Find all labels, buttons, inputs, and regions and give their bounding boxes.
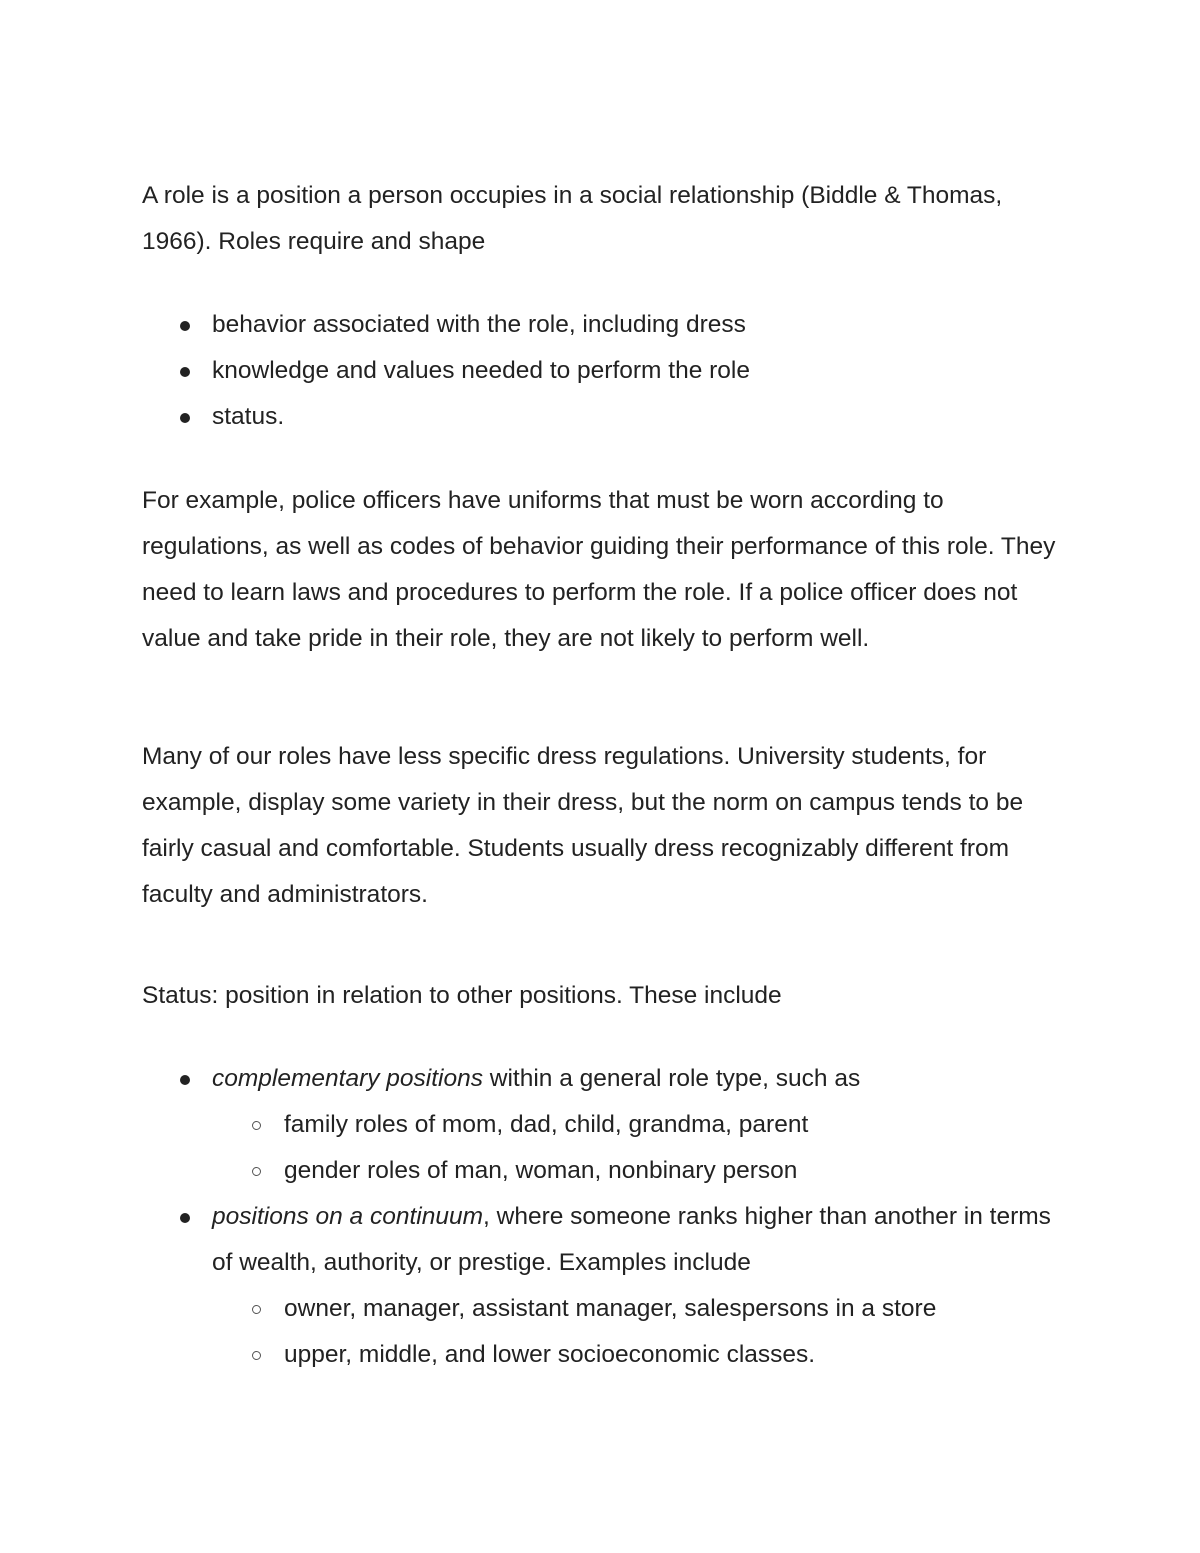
term-complementary-positions: complementary positions <box>212 1065 483 1092</box>
sub-list-item <box>212 1332 1072 1378</box>
term-positions-on-continuum: positions on a continuum <box>212 1203 484 1230</box>
sub-list <box>212 1102 1072 1194</box>
hollow-bullet-icon <box>252 1167 261 1176</box>
sub-list-item-text: gender roles of man, woman, nonbinary person <box>284 1157 798 1184</box>
bullet-icon <box>180 367 190 377</box>
list-item-text: knowledge and values needed to perform the role <box>212 357 750 384</box>
list-item <box>142 1056 1072 1194</box>
hollow-bullet-icon <box>252 1351 261 1360</box>
list-item-rest: , where someone ranks higher than another in terms of wealth, authority, or prestige. Examples include <box>212 1203 1051 1276</box>
status-types-list <box>142 1056 1072 1378</box>
bullet-icon <box>180 321 190 331</box>
list-item-text <box>212 1065 860 1092</box>
sub-list-item-text: upper, middle, and lower socioeconomic classes. <box>284 1341 816 1368</box>
intro-paragraph: A role is a position a person occupies in a social relationship (Biddle & Thomas, 1966). Roles require and shape <box>142 182 1003 255</box>
list-item <box>142 1194 1072 1378</box>
sub-list-item <box>212 1102 1072 1148</box>
list-item-text <box>212 1203 1051 1276</box>
list-item-text: behavior associated with the role, including dress <box>212 311 746 338</box>
hollow-bullet-icon <box>252 1305 261 1314</box>
sub-list-item <box>212 1148 1072 1194</box>
bullet-icon <box>180 413 190 423</box>
hollow-bullet-icon <box>252 1121 261 1130</box>
bullet-icon <box>180 1075 190 1085</box>
list-item <box>142 394 1072 440</box>
bullet-icon <box>180 1213 190 1223</box>
role-requirements-list <box>142 302 1072 440</box>
sub-list-item <box>212 1286 1072 1332</box>
students-example-paragraph: Many of our roles have less specific dress regulations. University students, for example, display some variety in their dress, but the norm on campus tends to be fairly casual and comfortable. Students usually dress recognizably different from faculty and administrators. <box>142 743 1024 908</box>
sub-list <box>212 1286 1072 1378</box>
list-item-text: status. <box>212 403 285 430</box>
list-item <box>142 302 1072 348</box>
police-example-paragraph: For example, police officers have uniforms that must be worn according to regulations, as well as codes of behavior guiding their performance of this role. They need to learn laws and procedures to perform the role. If a police officer does not value and take pride in their role, they are not likely to perform well. <box>142 487 1056 652</box>
status-paragraph: Status: position in relation to other positions. These include <box>142 982 782 1009</box>
list-item-rest: within a general role type, such as <box>482 1065 861 1092</box>
sub-list-item-text: owner, manager, assistant manager, salespersons in a store <box>284 1295 937 1322</box>
list-item <box>142 348 1072 394</box>
sub-list-item-text: family roles of mom, dad, child, grandma, parent <box>284 1111 809 1138</box>
